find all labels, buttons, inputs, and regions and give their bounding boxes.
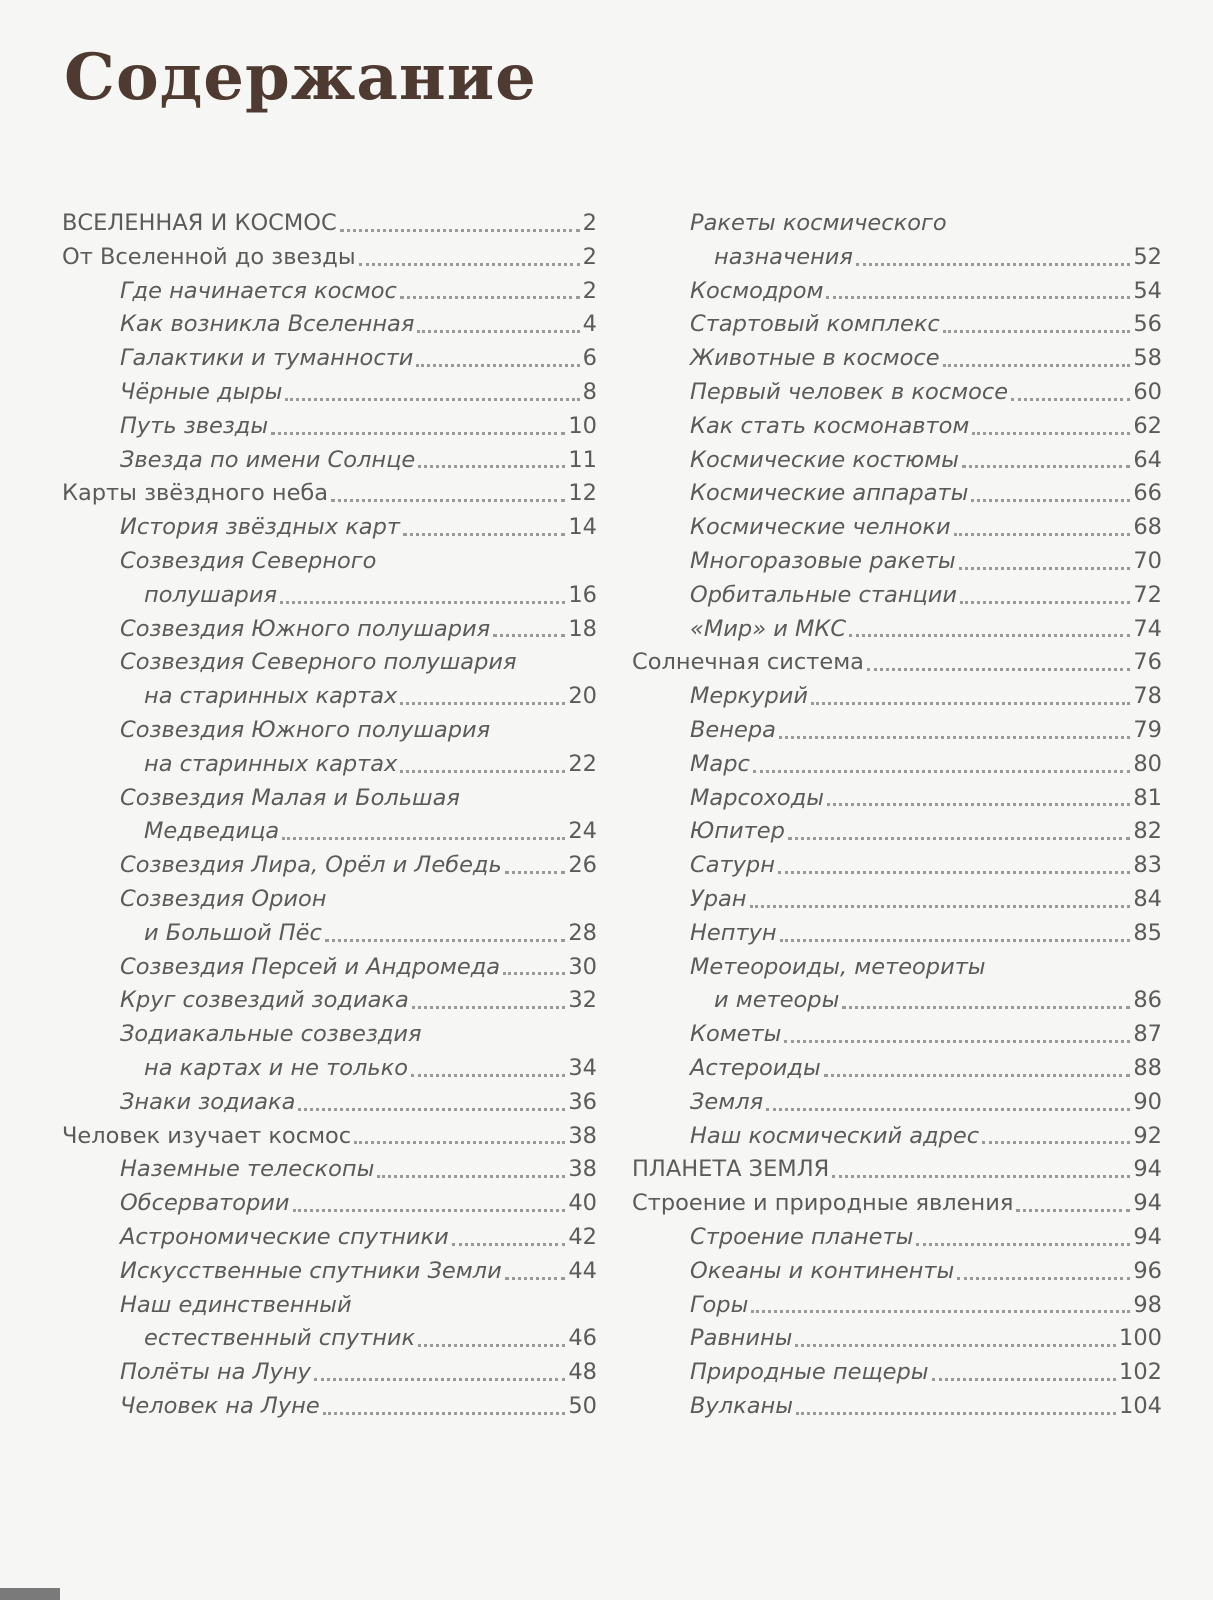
toc-entry-title-line: Ракеты космического — [690, 210, 947, 236]
toc-entry-label: Орбитальные станции — [690, 581, 958, 608]
dot-leader — [400, 770, 565, 773]
toc-entry-label: назначения — [714, 243, 853, 270]
toc-page-number: 4 — [582, 311, 597, 338]
dot-leader — [285, 398, 579, 401]
toc-entry-title-line: Созвездия Южного полушария — [120, 716, 491, 743]
dot-leader — [417, 330, 579, 333]
toc-page-number: 26 — [568, 852, 597, 879]
toc-entry-label: Космодром — [690, 277, 824, 304]
toc-entry — [632, 579, 1162, 613]
dot-leader — [842, 1006, 1130, 1009]
toc-entry — [632, 1187, 1162, 1221]
dot-leader — [962, 465, 1130, 468]
dot-leader — [750, 905, 1131, 908]
toc-entry — [632, 849, 1162, 883]
toc-entry-title-line: Созвездия Северного полушария — [120, 649, 517, 676]
toc-entry-label: Круг созвездий зодиака — [120, 987, 409, 1014]
toc-page-number: 94 — [1133, 1156, 1162, 1183]
toc-page-number: 87 — [1133, 1021, 1162, 1048]
toc-page-number: 2 — [582, 277, 597, 304]
dot-leader — [452, 1243, 566, 1246]
toc-page-number: 88 — [1133, 1054, 1162, 1081]
toc-entry — [62, 241, 597, 275]
toc-entry-title-line: Созвездия Северного — [120, 547, 377, 574]
dot-leader — [916, 1243, 1130, 1246]
toc-entry-label: Нептун — [690, 919, 777, 946]
toc-page-number: 104 — [1119, 1392, 1162, 1419]
toc-page-number: 96 — [1133, 1257, 1162, 1284]
toc-entry — [62, 1187, 597, 1221]
toc-page-number: 34 — [568, 1054, 597, 1081]
toc-page-number: 80 — [1133, 750, 1162, 777]
toc-page-number: 90 — [1133, 1088, 1162, 1115]
toc-page-number: 50 — [568, 1392, 597, 1419]
toc-entry — [62, 951, 597, 985]
toc-page-number: 36 — [568, 1088, 597, 1115]
toc-entry-label: Знаки зодиака — [120, 1088, 296, 1115]
toc-entry — [62, 849, 597, 883]
toc-entry — [632, 1356, 1162, 1390]
dot-leader — [293, 1209, 566, 1212]
toc-entry-label: Наземные телескопы — [120, 1156, 375, 1183]
toc-page-number: 30 — [568, 953, 597, 980]
toc-entry — [62, 275, 597, 309]
toc-entry — [632, 511, 1162, 545]
toc-page-number: 86 — [1133, 987, 1162, 1014]
toc-entry-label: Астрономические спутники — [120, 1223, 449, 1250]
toc-entry — [632, 342, 1162, 376]
toc-entry — [62, 444, 597, 478]
toc-entry-label: Космические челноки — [690, 514, 951, 541]
toc-page-number: 24 — [568, 818, 597, 845]
dot-leader — [340, 229, 580, 232]
toc-entry-label: Космические костюмы — [690, 446, 959, 473]
toc-page-number: 42 — [568, 1223, 597, 1250]
dot-leader — [811, 702, 1130, 705]
toc-entry-label: Первый человек в космосе — [690, 378, 1009, 405]
toc-entry — [632, 376, 1162, 410]
toc-page-number: 14 — [568, 514, 597, 541]
dot-leader — [960, 601, 1130, 604]
toc-entry — [62, 207, 597, 241]
toc-page-number: 81 — [1133, 784, 1162, 811]
dot-leader — [826, 296, 1130, 299]
toc-entry-label: Вулканы — [690, 1392, 793, 1419]
toc-page-number: 62 — [1133, 412, 1162, 439]
toc-page-number: 94 — [1133, 1190, 1162, 1217]
toc-entry — [632, 646, 1162, 680]
toc-entry-label: Обсерватории — [120, 1190, 290, 1217]
toc-entry-label: Астероиды — [690, 1054, 821, 1081]
dot-leader — [943, 330, 1131, 333]
toc-entry-label: Чёрные дыры — [120, 378, 283, 405]
toc-entry — [632, 1322, 1162, 1356]
toc-page-number: 78 — [1133, 683, 1162, 710]
toc-entry-label: на старинных картах — [144, 750, 398, 777]
toc-entry — [632, 984, 1162, 1018]
dot-leader — [400, 702, 565, 705]
toc-page-number: 84 — [1133, 885, 1162, 912]
toc-entry-label: Многоразовые ракеты — [690, 547, 956, 574]
toc-entry-label: Марс — [690, 750, 750, 777]
toc-entry — [632, 917, 1162, 951]
toc-entry — [632, 782, 1162, 816]
toc-entry — [632, 714, 1162, 748]
toc-entry-label: Созвездия Южного полушария — [120, 615, 491, 642]
toc-entry — [62, 680, 597, 714]
toc-entry — [62, 815, 597, 849]
toc-entry — [62, 748, 597, 782]
dot-leader — [957, 1277, 1130, 1280]
toc-page-number: 22 — [568, 750, 597, 777]
toc-entry-label: на старинных картах — [144, 683, 398, 710]
toc-entry — [62, 1356, 597, 1390]
toc-entry-label: Созвездия Лира, Орёл и Лебедь — [120, 852, 502, 879]
toc-page-number: 83 — [1133, 852, 1162, 879]
dot-leader — [932, 1378, 1117, 1381]
toc-entry — [632, 883, 1162, 917]
toc-entry — [632, 275, 1162, 309]
dot-leader — [778, 871, 1130, 874]
toc-entry-label: Земля — [690, 1088, 764, 1115]
dot-leader — [505, 1277, 566, 1280]
toc-entry-title-line: Созвездия Малая и Большая — [120, 784, 460, 811]
toc-page-number: 6 — [582, 345, 597, 372]
toc-page-number: 46 — [568, 1325, 597, 1352]
toc-entry — [62, 579, 597, 613]
toc-page-number: 8 — [582, 378, 597, 405]
toc-entry — [62, 410, 597, 444]
toc-entry-label: Природные пещеры — [690, 1359, 929, 1386]
toc-page-number: 64 — [1133, 446, 1162, 473]
dot-leader — [282, 837, 565, 840]
dot-leader — [982, 1141, 1130, 1144]
toc-page-number: 98 — [1133, 1291, 1162, 1318]
toc-entry — [632, 1289, 1162, 1323]
toc-entry — [632, 545, 1162, 579]
toc-page-number: 18 — [568, 615, 597, 642]
toc-entry-label: ВСЕЛЕННАЯ И КОСМОС — [62, 210, 337, 236]
toc-entry — [632, 748, 1162, 782]
toc-entry — [632, 477, 1162, 511]
toc-page-number: 102 — [1119, 1359, 1162, 1386]
toc-entry-label: Как возникла Вселенная — [120, 311, 415, 338]
toc-entry — [632, 1255, 1162, 1289]
toc-page-number: 85 — [1133, 919, 1162, 946]
toc-page-number: 16 — [568, 581, 597, 608]
toc-page-number: 2 — [582, 210, 597, 236]
toc-entry — [62, 1390, 597, 1424]
dot-leader — [505, 871, 566, 874]
toc-entry — [62, 1322, 597, 1356]
toc-entry — [632, 1390, 1162, 1424]
dot-leader — [824, 1074, 1131, 1077]
dot-leader — [298, 1108, 565, 1111]
toc-entry-label: Животные в космосе — [690, 345, 940, 372]
toc-entry — [632, 680, 1162, 714]
toc-entry-label: Юпитер — [690, 818, 785, 845]
dot-leader — [377, 1175, 565, 1178]
dot-leader — [795, 1344, 1116, 1347]
dot-leader — [280, 601, 565, 604]
toc-entry-label: Строение планеты — [690, 1223, 914, 1250]
toc-entry-label: Горы — [690, 1291, 749, 1318]
dot-leader — [867, 668, 1130, 671]
toc-page-number: 74 — [1133, 615, 1162, 642]
toc-entry — [632, 815, 1162, 849]
toc-entry-label: и Большой Пёс — [144, 919, 322, 946]
toc-page-number: 28 — [568, 919, 597, 946]
toc-page-number: 10 — [568, 412, 597, 439]
toc-entry — [62, 342, 597, 376]
dot-leader — [751, 1310, 1130, 1313]
toc-entry-title-line: Метеороиды, метеориты — [690, 953, 986, 980]
dot-leader — [827, 803, 1130, 806]
toc-page-number: 100 — [1119, 1325, 1162, 1352]
toc-entry-label: и метеоры — [714, 987, 840, 1014]
toc-entry — [62, 477, 597, 511]
dot-leader — [779, 736, 1130, 739]
dot-leader — [856, 263, 1130, 266]
dot-leader — [325, 939, 565, 942]
toc-entry — [632, 613, 1162, 647]
toc-entry — [62, 1255, 597, 1289]
toc-entry-label: Искусственные спутники Земли — [120, 1257, 502, 1284]
toc-page-number: 76 — [1133, 649, 1162, 676]
dot-leader — [354, 1141, 565, 1144]
toc-entry-label: Космические аппараты — [690, 480, 969, 507]
dot-leader — [411, 1074, 565, 1077]
toc-page-number: 68 — [1133, 514, 1162, 541]
dot-leader — [314, 1378, 566, 1381]
toc-entry-label: Сатурн — [690, 852, 775, 879]
toc-entry-label: полушария — [144, 581, 277, 608]
dot-leader — [959, 567, 1131, 570]
toc-entry-label: От Вселенной до звезды — [62, 243, 356, 270]
toc-entry-label: Звезда по имени Солнце — [120, 446, 416, 473]
toc-entry — [62, 1052, 597, 1086]
toc-entry — [62, 1086, 597, 1120]
toc-entry — [62, 1153, 597, 1187]
dot-leader — [943, 364, 1131, 367]
toc-entry — [632, 1120, 1162, 1154]
toc-entry-label: Солнечная система — [632, 649, 864, 676]
toc-entry — [632, 241, 1162, 275]
dot-leader — [972, 432, 1130, 435]
dot-leader — [954, 533, 1131, 536]
toc-page-number: 66 — [1133, 480, 1162, 507]
toc-entry-label: «Мир» и МКС — [690, 615, 847, 642]
toc-entry — [632, 1153, 1162, 1187]
toc-page-number: 44 — [568, 1257, 597, 1284]
toc-entry-label: Медведица — [144, 818, 280, 845]
toc-page-number: 40 — [568, 1190, 597, 1217]
toc-entry-label: Человек изучает космос — [62, 1122, 352, 1149]
dot-leader — [331, 499, 565, 502]
toc-entry — [62, 511, 597, 545]
toc-entry — [632, 410, 1162, 444]
toc-entry — [62, 308, 597, 342]
dot-leader — [412, 1006, 566, 1009]
dot-leader — [271, 432, 565, 435]
toc-entry-label: Строение и природные явления — [632, 1190, 1014, 1217]
toc-page-number: 82 — [1133, 818, 1162, 845]
toc-entry-label: Где начинается космос — [120, 277, 397, 304]
toc-page-number: 60 — [1133, 378, 1162, 405]
page-corner-mark — [0, 1588, 60, 1600]
dot-leader — [753, 770, 1131, 773]
toc-entry-label: История звёздных карт — [120, 514, 400, 541]
dot-leader — [418, 465, 565, 468]
toc-entry-label: Карты звёздного неба — [62, 480, 329, 507]
toc-entry — [62, 376, 597, 410]
toc-page-number: 70 — [1133, 547, 1162, 574]
toc-page-number: 48 — [568, 1359, 597, 1386]
dot-leader — [403, 533, 565, 536]
toc-entry-label: Созвездия Персей и Андромеда — [120, 953, 501, 980]
dot-leader — [832, 1175, 1130, 1178]
toc-page-number: 58 — [1133, 345, 1162, 372]
toc-entry — [62, 984, 597, 1018]
dot-leader — [796, 1412, 1116, 1415]
toc-entry-label: ПЛАНЕТА ЗЕМЛЯ — [632, 1156, 830, 1183]
toc-page-number: 38 — [568, 1122, 597, 1149]
toc-page-number: 20 — [568, 683, 597, 710]
dot-leader — [503, 972, 565, 975]
toc-entry — [62, 1120, 597, 1154]
dot-leader — [418, 1344, 565, 1347]
toc-entry — [62, 917, 597, 951]
toc-entry-title-line: Зодиакальные созвездия — [120, 1021, 422, 1048]
toc-entry-label: Полёты на Луну — [120, 1359, 311, 1386]
toc-column-right — [632, 207, 1162, 1424]
toc-entry — [632, 1221, 1162, 1255]
toc-entry-label: Галактики и туманности — [120, 345, 414, 372]
dot-leader — [766, 1108, 1130, 1111]
toc-entry-label: Марсоходы — [690, 784, 825, 811]
toc-page-number: 54 — [1133, 277, 1162, 304]
toc-page-number: 2 — [582, 243, 597, 270]
toc-entry-label: Наш космический адрес — [690, 1122, 980, 1149]
toc-entry — [632, 308, 1162, 342]
toc-column-left — [62, 207, 597, 1424]
toc-page-number: 52 — [1133, 243, 1162, 270]
toc-entry-label: Уран — [690, 885, 747, 912]
dot-leader — [780, 939, 1131, 942]
toc-entry-label: Меркурий — [690, 683, 808, 710]
toc-entry-title-line: Созвездия Орион — [120, 885, 327, 912]
dot-leader — [323, 1412, 566, 1415]
toc-entry-label: Океаны и континенты — [690, 1257, 955, 1284]
toc-page-number: 12 — [568, 480, 597, 507]
toc-entry-label: Человек на Луне — [120, 1392, 320, 1419]
dot-leader — [971, 499, 1130, 502]
dot-leader — [784, 1040, 1130, 1043]
toc-entry-label: естественный спутник — [144, 1325, 416, 1352]
toc-entry-label: на картах и не только — [144, 1054, 409, 1081]
toc-page-number: 72 — [1133, 581, 1162, 608]
dot-leader — [1011, 398, 1130, 401]
toc-page-number: 11 — [568, 446, 597, 473]
toc-page-number: 56 — [1133, 311, 1162, 338]
dot-leader — [493, 634, 565, 637]
toc-entry-title-line: Наш единственный — [120, 1291, 352, 1318]
dot-leader — [400, 296, 580, 299]
toc-entry-label: Кометы — [690, 1021, 782, 1048]
toc-page-number: 32 — [568, 987, 597, 1014]
toc-entry — [632, 444, 1162, 478]
toc-entry-label: Равнины — [690, 1325, 793, 1352]
page-title: Содержание — [64, 40, 537, 115]
toc-entry — [62, 1221, 597, 1255]
dot-leader — [788, 837, 1131, 840]
dot-leader — [359, 263, 580, 266]
dot-leader — [1016, 1209, 1130, 1212]
dot-leader — [416, 364, 579, 367]
toc-page-number: 38 — [568, 1156, 597, 1183]
toc-entry — [62, 613, 597, 647]
toc-page-number: 92 — [1133, 1122, 1162, 1149]
toc-page-number: 79 — [1133, 716, 1162, 743]
toc-entry-label: Путь звезды — [120, 412, 269, 439]
toc-page-number: 94 — [1133, 1223, 1162, 1250]
toc-entry — [632, 1018, 1162, 1052]
dot-leader — [849, 634, 1130, 637]
toc-entry — [632, 1052, 1162, 1086]
toc-entry-label: Венера — [690, 716, 776, 743]
toc-entry-label: Как стать космонавтом — [690, 412, 970, 439]
toc-entry-label: Стартовый комплекс — [690, 311, 940, 338]
toc-entry — [632, 1086, 1162, 1120]
